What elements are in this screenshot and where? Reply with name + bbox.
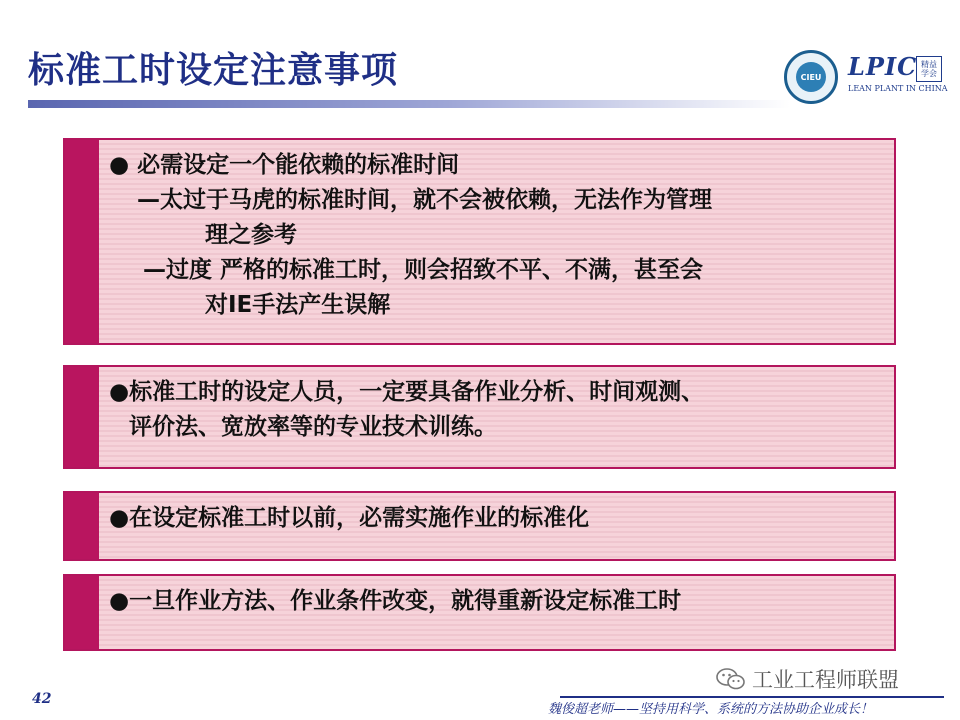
wechat-watermark: [716, 664, 899, 694]
lpic-logo-tagline: LEAN PLANT IN CHINA: [848, 84, 948, 93]
title-underline: [28, 100, 790, 108]
box-line: ●标准工时的设定人员，一定要具备作业分析、时间观测、: [109, 379, 705, 405]
content-box-3: [63, 491, 896, 561]
lpic-logo-mark: LPIC: [848, 52, 918, 81]
box-line: ● 必需设定一个能依赖的标准时间: [109, 152, 460, 178]
content-box-1: [63, 138, 896, 345]
box-text: [109, 584, 886, 619]
cieu-logo-text: CIEU: [796, 62, 826, 92]
box-text: [109, 375, 886, 445]
page-number: 42: [32, 691, 52, 707]
box-line: —太过于马虎的标准时间，就不会被依赖，无法作为管理: [137, 187, 712, 213]
box-accent-strip: [65, 367, 99, 467]
content-box-2: [63, 365, 896, 469]
box-text: [109, 501, 886, 536]
box-line: ●在设定标准工时以前，必需实施作业的标准化: [109, 505, 590, 531]
box-line: 对IE手法产生误解: [205, 292, 391, 318]
box-line: 理之参考: [205, 222, 297, 248]
lpic-logo: [848, 52, 948, 104]
slide-title: 标准工时设定注意事项: [28, 50, 399, 91]
box-text: [109, 148, 886, 323]
footer-slogan: 魏俊超老师——坚持用科学、系统的方法协助企业成长！: [548, 702, 874, 717]
box-line: 评价法、宽放率等的专业技术训练。: [129, 414, 497, 440]
lpic-logo-stamp: 精益 学会: [916, 56, 942, 82]
watermark-text: 工业工程师联盟: [752, 668, 899, 692]
box-line: ●一旦作业方法、作业条件改变，就得重新设定标准工时: [109, 588, 682, 614]
content-box-4: [63, 574, 896, 651]
box-accent-strip: [65, 140, 99, 343]
wechat-icon: [716, 668, 746, 690]
cieu-logo: [784, 50, 838, 104]
box-line: —过度 严格的标准工时，则会招致不平、不满，甚至会: [143, 257, 704, 283]
box-accent-strip: [65, 576, 99, 649]
box-accent-strip: [65, 493, 99, 559]
